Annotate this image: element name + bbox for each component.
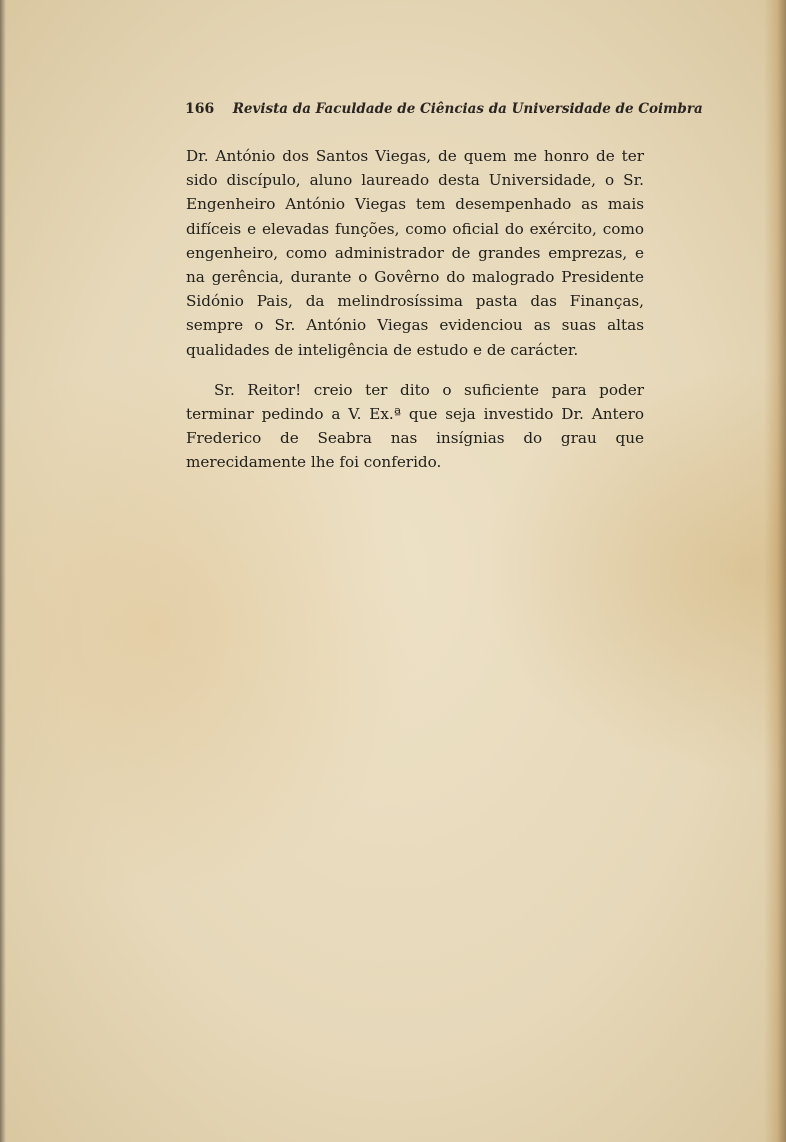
paragraph-1: Dr. António dos Santos Viegas, de quem me honro de ter sido discípulo, aluno laureado desta Universidade, o Sr. Engenheiro António Viegas tem desempenhado as mais difíceis e elevadas funções, como oficial do exército, como engenheiro, como administrador de grandes emprezas, e na gerência, durante o Govêrno do malogrado Presidente Sidónio Pais, da melindrosíssima pasta das Finanças, sempre o Sr. António Viegas evidenciou as suas altas qualidades de inteligência de estudo e de carácter. [186,147,644,359]
page-number: 166 [185,101,215,117]
body-text [186,144,644,475]
paragraph-2: Sr. Reitor! creio ter dito o suficiente para poder terminar pedindo a V. Ex.ª que seja investido Dr. Antero Frederico de Seabra nas insígnias do grau que merecidamente lhe foi conferido. [186,380,644,472]
running-head [185,101,703,117]
journal-title: Revista da Faculdade de Ciências da Universidade de Coimbra [232,101,703,117]
